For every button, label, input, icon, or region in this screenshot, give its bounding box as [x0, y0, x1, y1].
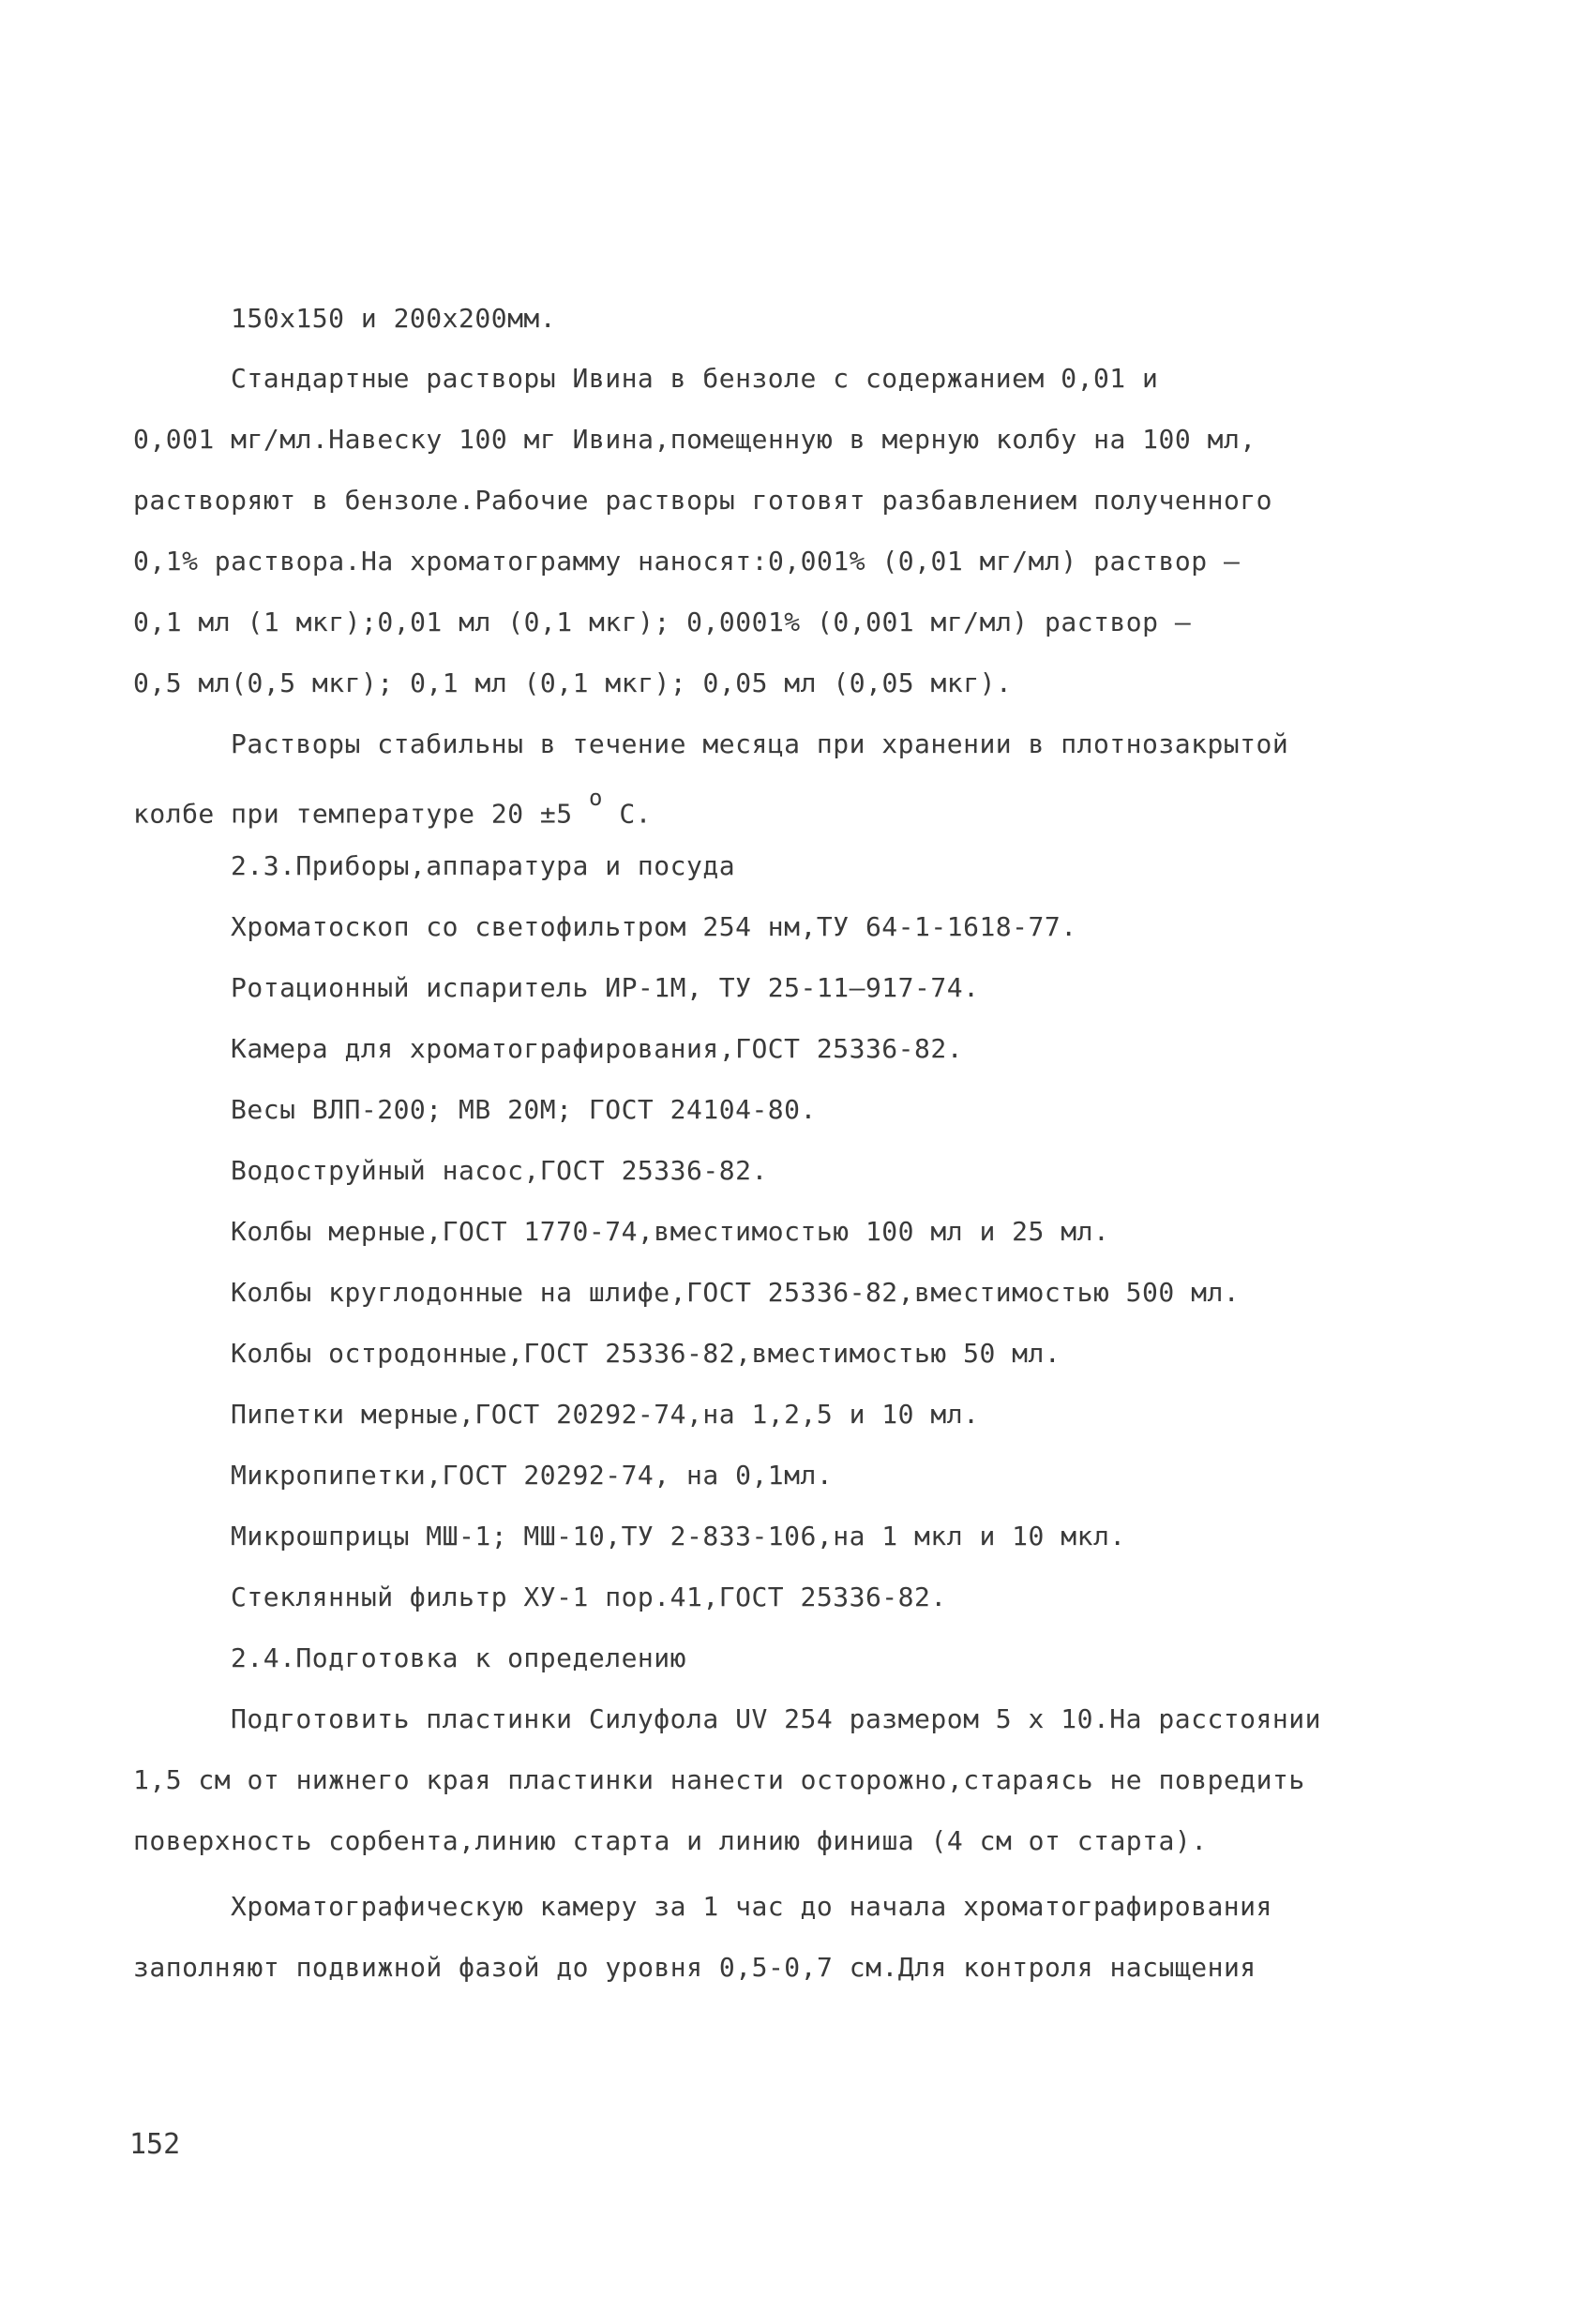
text-line-24: Подготовить пластинки Силуфола UV 254 размером 5 x 10.На расстоянии [231, 1703, 1321, 1734]
text-line-12: Ротационный испаритель ИР-1М, ТУ 25-11—917-74. [231, 972, 980, 1003]
text-line-25: 1,5 см от нижнего края пластинки нанести осторожно,стараясь не повредить [133, 1764, 1305, 1795]
text-line-2: Стандартные растворы Ивина в бензоле с содержанием 0,01 и [231, 363, 1159, 394]
text-line-22: Стеклянный фильтр ХУ-1 пор.41,ГОСТ 25336-82. [231, 1582, 947, 1612]
text-line-15: Водоструйный насос,ГОСТ 25336-82. [231, 1155, 768, 1186]
text-line-17: Колбы круглодонные на шлифе,ГОСТ 25336-82,вместимостью 500 мл. [231, 1277, 1241, 1308]
text-line-27: Хроматографическую камеру за 1 час до начала хроматографирования [231, 1891, 1272, 1922]
text-line-18: Колбы остродонные,ГОСТ 25336-82,вместимостью 50 мл. [231, 1338, 1061, 1369]
section-heading-2-4: 2.4.Подготовка к определению [231, 1642, 687, 1673]
text-line-3: 0,001 мг/мл.Навеску 100 мг Ивина,помещенную в мерную колбу на 100 мл, [133, 424, 1256, 455]
text-line-19: Пипетки мерные,ГОСТ 20292-74,на 1,2,5 и 10 мл. [231, 1399, 980, 1430]
text-line-5: 0,1% раствора.На хроматограмму наносят:0,001% (0,01 мг/мл) раствор – [133, 546, 1241, 577]
text-line-9 [133, 785, 653, 830]
page-number: 152 [129, 2128, 181, 2161]
text-line-1: 150x150 и 200x200мм. [231, 303, 557, 334]
text-line-8: Растворы стабильны в течение месяца при хранении в плотнозакрытой [231, 728, 1289, 759]
text-line-21: Микрошприцы МШ-1; МШ-10,ТУ 2-833-106,на 1 мкл и 10 мкл. [231, 1521, 1126, 1552]
text-line-16: Колбы мерные,ГОСТ 1770-74,вместимостью 100 мл и 25 мл. [231, 1216, 1110, 1247]
text-line-20: Микропипетки,ГОСТ 20292-74, на 0,1мл. [231, 1460, 834, 1491]
text-line-6: 0,1 мл (1 мкг);0,01 мл (0,1 мкг); 0,0001% (0,001 мг/мл) раствор – [133, 607, 1192, 637]
temperature-text: колбе при температуре 20 ±5 [133, 798, 573, 830]
section-heading-2-3: 2.3.Приборы,аппаратура и посуда [231, 850, 736, 881]
text-line-28: заполняют подвижной фазой до уровня 0,5-0,7 см.Для контроля насыщения [133, 1952, 1256, 1983]
text-line-13: Камера для хроматографирования,ГОСТ 25336-82. [231, 1033, 964, 1064]
text-line-11: Хроматоскоп со светофильтром 254 нм,ТУ 64-1-1618-77. [231, 911, 1077, 942]
text-line-14: Весы ВЛП-200; МВ 20М; ГОСТ 24104-80. [231, 1094, 817, 1125]
temperature-unit: С. [619, 798, 653, 830]
text-line-4: растворяют в бензоле.Рабочие растворы готовят разбавлением полученного [133, 485, 1273, 516]
degree-mark: o [589, 785, 603, 811]
text-line-7: 0,5 мл(0,5 мкг); 0,1 мл (0,1 мкг); 0,05 мл (0,05 мкг). [133, 667, 1013, 698]
text-line-26: поверхность сорбента,линию старта и линию финиша (4 см от старта). [133, 1825, 1208, 1856]
